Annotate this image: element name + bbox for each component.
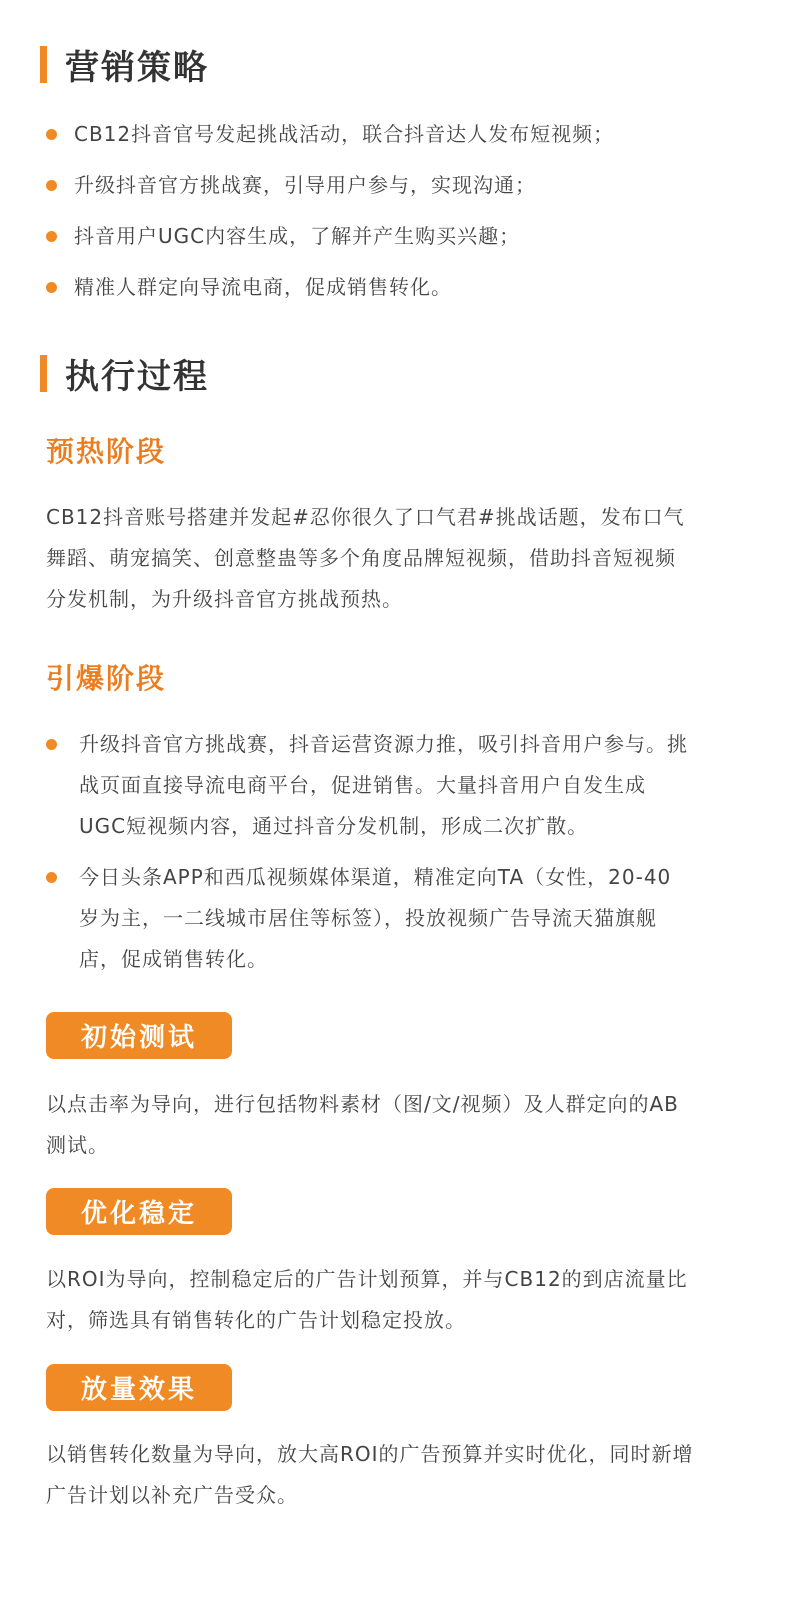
list-item (46, 724, 692, 847)
label-initial-test: 初始测试 (46, 1012, 232, 1059)
bullet-dot-icon (46, 180, 57, 191)
stage-title-preheat: 预热阶段 (46, 435, 167, 468)
list-item (46, 216, 696, 257)
section-heading-execution (40, 353, 209, 397)
stage-title-ignite: 引爆阶段 (46, 662, 167, 695)
list-item-text: 抖音用户UGC内容生成，了解并产生购买兴趣； (74, 224, 521, 248)
heading-accent-bar (40, 355, 47, 392)
bullet-dot-icon (46, 282, 57, 293)
list-item (46, 267, 696, 308)
bullet-dot-icon (46, 872, 57, 883)
list-item-text: 精准人群定向导流电商，促成销售转化。 (74, 275, 452, 299)
stage-text-scale: 以销售转化数量为导向，放大高ROI的广告预算并实时优化，同时新增广告计划以补充广告受众。 (46, 1442, 694, 1507)
bullet-dot-icon (46, 739, 57, 750)
bullet-dot-icon (46, 129, 57, 140)
stage-text-preheat: CB12抖音账号搭建并发起#忍你很久了口气君#挑战话题，发布口气舞蹈、萌宠搞笑、创意整蛊等多个角度品牌短视频，借助抖音短视频分发机制，为升级抖音官方挑战预热。 (46, 505, 685, 611)
bullet-dot-icon (46, 231, 57, 242)
list-item (46, 165, 696, 206)
marketing-strategy-list (46, 114, 696, 308)
list-item-text: 升级抖音官方挑战赛，抖音运营资源力推，吸引抖音用户参与。挑战页面直接导流电商平台，促进销售。大量抖音用户自发生成UGC短视频内容，通过抖音分发机制，形成二次扩散。 (79, 732, 688, 838)
section-title-marketing: 营销策略 (65, 47, 209, 88)
list-item-text: 今日头条APP和西瓜视频媒体渠道，精准定向TA（女性，20-40岁为主，一二线城市居住等标签），投放视频广告导流天猫旗舰店，促成销售转化。 (79, 865, 672, 971)
list-item (46, 857, 692, 980)
list-item (46, 114, 696, 155)
label-scale: 放量效果 (46, 1364, 232, 1411)
stage-text-initial-test: 以点击率为导向，进行包括物料素材（图/文/视频）及人群定向的AB测试。 (46, 1092, 679, 1157)
section-heading-marketing (40, 44, 209, 88)
heading-accent-bar (40, 46, 47, 83)
ignite-stage-list (46, 724, 692, 980)
list-item-text: 升级抖音官方挑战赛，引导用户参与，实现沟通； (74, 173, 536, 197)
label-optimize: 优化稳定 (46, 1188, 232, 1235)
list-item-text: CB12抖音官号发起挑战活动，联合抖音达人发布短视频； (74, 122, 615, 146)
section-title-execution: 执行过程 (65, 356, 209, 397)
stage-text-optimize: 以ROI为导向，控制稳定后的广告计划预算，并与CB12的到店流量比对，筛选具有销售转化的广告计划稳定投放。 (46, 1267, 688, 1332)
